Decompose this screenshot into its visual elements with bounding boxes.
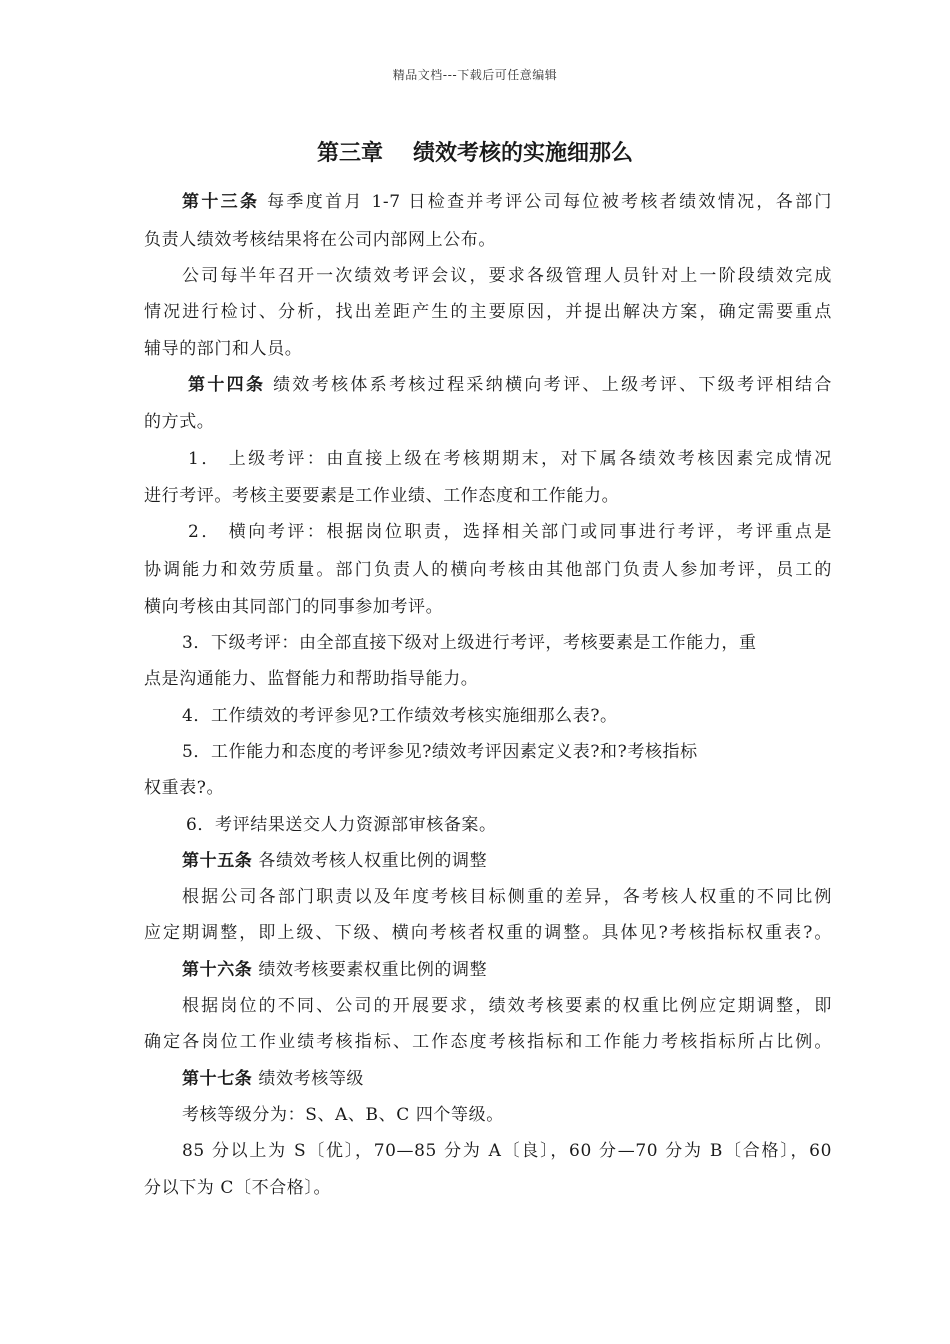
article-17-line-1: 第十七条 绩效考核等级 <box>182 1069 365 1089</box>
paragraph-line: 确定各岗位工作业绩考核指标、工作态度考核指标和工作能力考核指标所占比例。 <box>144 1032 832 1052</box>
article-13-line-2: 负责人绩效考核结果将在公司内部网上公布。 <box>144 230 496 250</box>
article-13-heading: 第十三条 <box>182 192 260 212</box>
list-item-5: 5．工作能力和态度的考评参见?绩效考评因素定义表?和?考核指标 <box>182 742 698 762</box>
article-14-heading: 第十四条 <box>188 375 266 395</box>
article-16-heading: 第十六条 <box>182 960 253 980</box>
article-17-heading: 第十七条 <box>182 1069 253 1089</box>
paragraph-line: 公司每半年召开一次绩效考评会议，要求各级管理人员针对上一阶段绩效完成 <box>182 266 832 286</box>
paragraph-line: 辅导的部门和人员。 <box>144 339 303 359</box>
article-14-line-1: 第十四条 绩效考核体系考核过程采纳横向考评、上级考评、下级考评相结合 <box>188 375 833 395</box>
paragraph-line: 根据公司各部门职责以及年度考核目标侧重的差异，各考核人权重的不同比例 <box>182 887 832 907</box>
list-item-2-cont: 横向考核由其同部门的同事参加考评。 <box>144 597 444 617</box>
article-13-line-1: 第十三条 每季度首月 1-7 日检查并考评公司每位被考核者绩效情况，各部门 <box>182 192 832 212</box>
list-item-4: 4．工作绩效的考评参见?工作绩效考核实施细那么表?。 <box>182 706 618 726</box>
list-item-6: 6．考评结果送交人力资源部审核备案。 <box>186 815 497 835</box>
list-item-2: 2． 横向考评：根据岗位职责，选择相关部门或同事进行考评，考评重点是 <box>188 522 832 542</box>
paragraph-line: 85 分以上为 S〔优〕，70—85 分为 A〔良〕，60 分—70 分为 B〔合格〕，60 <box>182 1141 832 1161</box>
paragraph-line: 根据岗位的不同、公司的开展要求，绩效考核要素的权重比例应定期调整，即 <box>182 996 832 1016</box>
article-14-line-2: 的方式。 <box>144 412 215 432</box>
paragraph-line: 情况进行检讨、分析，找出差距产生的主要原因，并提出解决方案，确定需要重点 <box>144 302 832 322</box>
paragraph-line: 应定期调整，即上级、下级、横向考核者权重的调整。具体见?考核指标权重表?。 <box>144 923 832 943</box>
chapter-name: 绩效考核的实施细那么 <box>413 141 634 166</box>
list-item-5-cont: 权重表?。 <box>144 778 225 798</box>
list-item-1: 1． 上级考评：由直接上级在考核期期末，对下属各绩效考核因素完成情况 <box>188 449 832 469</box>
list-item-3: 3．下级考评：由全部直接下级对上级进行考评，考核要素是工作能力，重 <box>182 633 757 653</box>
page-header: 精品文档---下载后可任意编辑 <box>392 68 558 82</box>
chapter-number: 第三章 <box>316 141 383 166</box>
list-item-2-cont: 协调能力和效劳质量。部门负责人的横向考核由其他部门负责人参加考评，员工的 <box>144 560 832 580</box>
paragraph-line: 分以下为 C〔不合格〕。 <box>144 1178 332 1198</box>
list-item-3-cont: 点是沟通能力、监督能力和帮助指导能力。 <box>144 669 479 689</box>
article-15-heading: 第十五条 <box>182 851 253 871</box>
list-item-1-cont: 进行考评。考核主要要素是工作业绩、工作态度和工作能力。 <box>144 486 620 506</box>
article-15-line-1: 第十五条 各绩效考核人权重比例的调整 <box>182 851 488 871</box>
paragraph-line: 考核等级分为：S、A、B、C 四个等级。 <box>182 1105 504 1125</box>
article-16-line-1: 第十六条 绩效考核要素权重比例的调整 <box>182 960 488 980</box>
chapter-title <box>0 136 950 167</box>
